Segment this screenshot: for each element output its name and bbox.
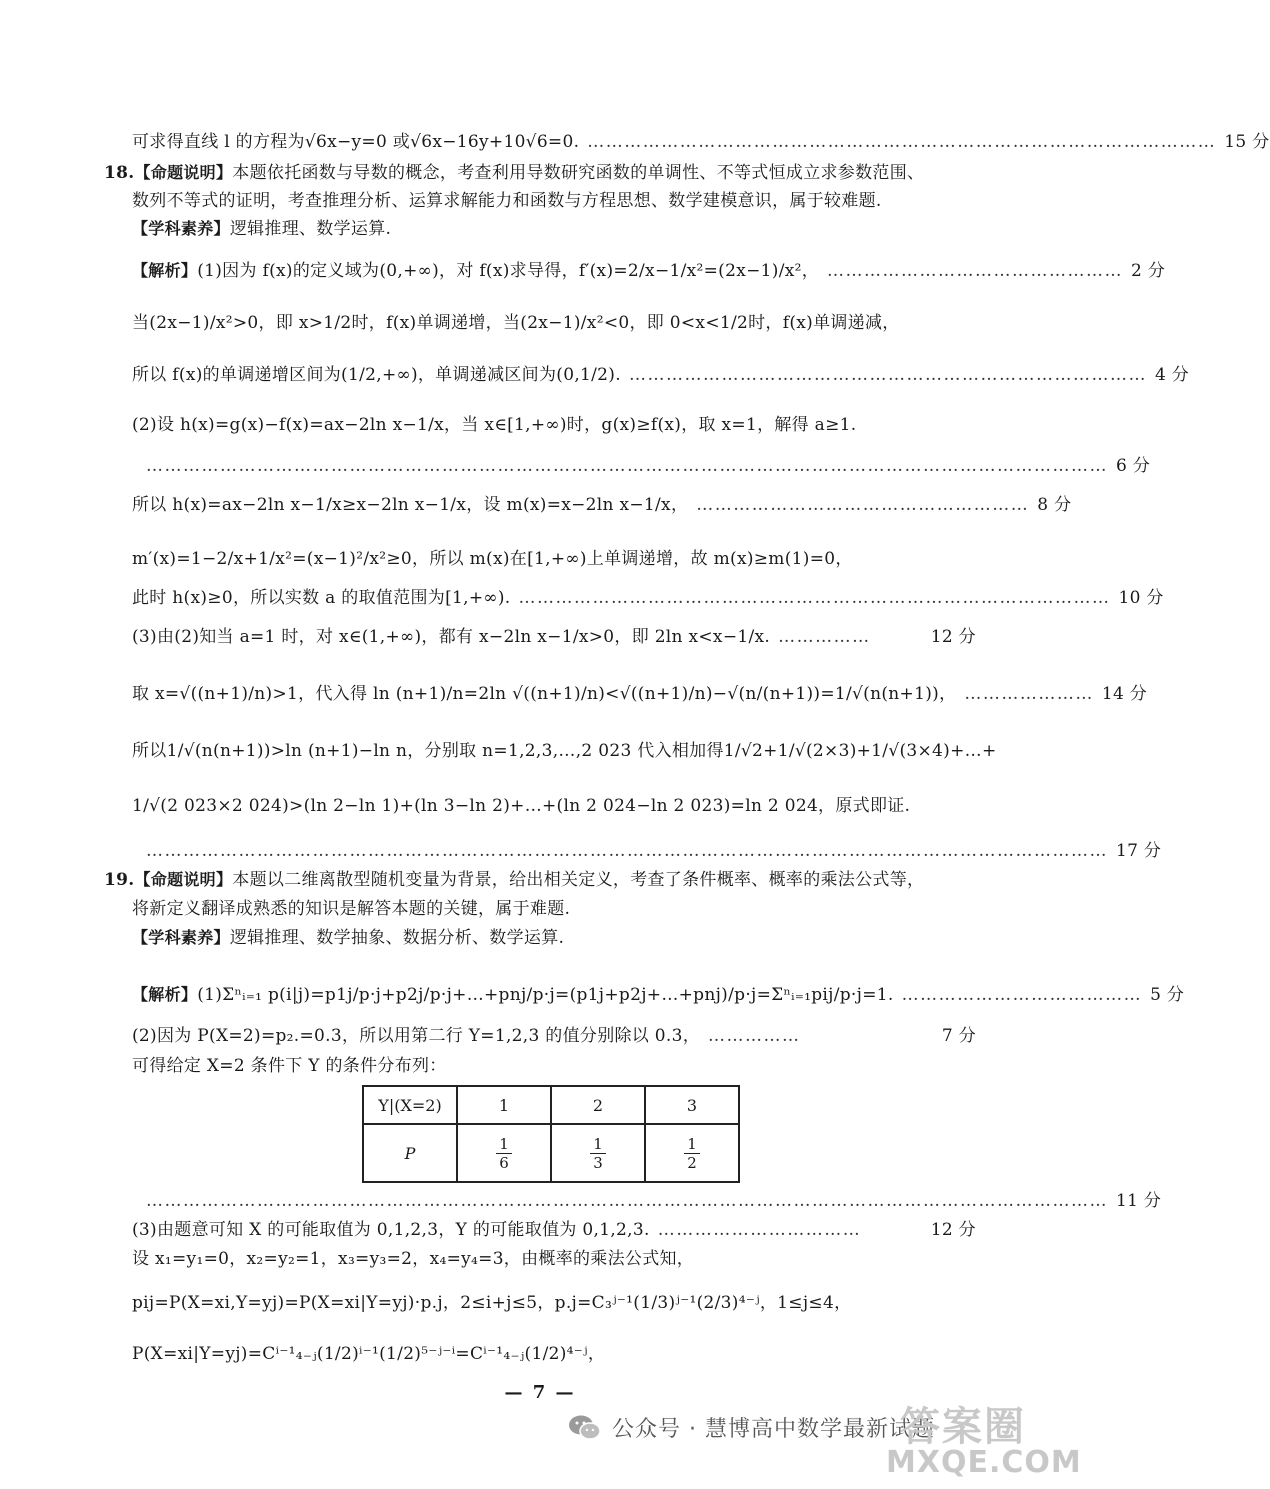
line-10-fen: 此时 h(x)≥0，所以实数 a 的取值范围为[1,+∞). …………………………………………………………………………………… 10 分 [132,588,1164,608]
leader-dots: ………………………………… [901,985,1143,1005]
line-set-values: 设 x₁=y₁=0，x₂=y₂=1，x₃=y₃=2，x₄=y₄=3，由概率的乘法公式知， [132,1249,695,1269]
line-sum-conclusion: 1/√(2 023×2 024)>(ln 2−ln 1)+(ln 3−ln 2)+…+(ln 2 024−ln 2 023)=ln 2 024，原式即证. [132,796,911,816]
score-mark: 12 分 [930,627,976,647]
leader-dots: ………………………………………………………………………………………………………………………………………… [146,456,1108,476]
line-17-fen [132,840,1162,862]
fraction: $\frac{1}{6}$ [496,1135,512,1172]
q18-description-line1: 18.【命题说明】本题依托函数与导数的概念，考查利用导数研究函数的单调性、不等式恒成立求参数范围、 [104,163,925,183]
table-row-label: P [363,1124,457,1182]
line-12-fen-b: (3)由题意可知 X 的可能取值为 0,1,2,3，Y 的可能取值为 0,1,2,3. …………………………… 12 分 [132,1220,976,1240]
q19-description-line1: 19.【命题说明】本题以二维离散型随机变量为背景，给出相关定义，考查了条件概率、概率的乘法公式等， [104,870,925,890]
line-conditional-dist: 可得给定 X=2 条件下 Y 的条件分布列： [132,1056,447,1076]
line-8-fen: 所以 h(x)=ax−2ln x−1/x≥x−2ln x−1/x，设 m(x)=x−2ln x−1/x， ……………………………………………… 8 分 [132,495,1072,515]
section-tag: 【学科素养】 [132,219,230,238]
stamp-text: 答案圈 [900,1404,1026,1450]
line-11-fen [132,1190,1162,1212]
line-derivative-m: m′(x)=1−2/x+1/x²=(x−1)²/x²≥0，所以 m(x)在[1,+∞)上单调递增，故 m(x)≥m(1)=0， [132,549,853,569]
line-5-fen: 【解析】(1)Σⁿᵢ₌₁ p(i|j)=p1j/p·j+p2j/p·j+…+pnj/p·j=(p1j+p2j+…+pnj)/p·j=Σⁿᵢ₌₁pij/p·j=1. ………………………………… 5 分 [132,985,1185,1005]
score-mark: 17 分 [1116,841,1162,861]
leader-dots: …………………………………………………………………………………… [518,588,1111,608]
table-row [363,1124,739,1182]
q19-literacy: 【学科素养】逻辑推理、数学抽象、数据分析、数学运算. [132,928,565,948]
line-7-fen: (2)因为 P(X=2)=p₂.=0.3，所以用第二行 Y=1,2,3 的值分别除以 0.3， …………… 7 分 [132,1026,976,1046]
question-number: 19. [104,870,135,890]
wechat-logo-icon [568,1414,602,1442]
section-tag: 【解析】 [132,985,198,1004]
line-conditional-formula: P(X=xi|Y=yj)=Cⁱ⁻¹₄₋ⱼ(1/2)ⁱ⁻¹(1/2)⁵⁻ʲ⁻ⁱ=Cⁱ⁻¹₄₋ⱼ(1/2)⁴⁻ʲ， [132,1344,606,1364]
table-header-row [363,1086,739,1124]
question-number: 18. [104,163,135,183]
conditional-distribution-table [362,1085,740,1183]
fraction: $\frac{1}{3}$ [590,1135,606,1172]
line-pij-formula: pij=P(X=xi,Y=yj)=P(X=xi|Y=yj)·p.j，2≤i+j≤5，p.j=C₃ʲ⁻¹(1/3)ʲ⁻¹(2/3)⁴⁻ʲ，1≤j≤4， [132,1293,852,1313]
leader-dots: ………………………………………………………………………………………… [587,132,1217,152]
watermark-account: 公众号 · 慧博高中数学最新试题 [612,1417,935,1442]
leader-dots: …………… [778,627,871,647]
section-tag: 【学科素养】 [132,928,230,947]
leader-dots: ………………………………………………………………………………………………………………………………………… [146,1191,1108,1211]
score-mark: 14 分 [1101,684,1148,704]
section-tag: 【解析】 [132,261,198,280]
table-cell [551,1124,645,1182]
table-cell [457,1124,551,1182]
line-12-fen-a: (3)由(2)知当 a=1 时，对 x∈(1,+∞)，都有 x−2ln x−1/x>0，即 2ln x<x−1/x. …………… 12 分 [132,627,976,647]
table-header-cell: 3 [645,1086,739,1124]
q19-description-line2: 将新定义翻译成熟悉的知识是解答本题的关键，属于难题. [132,899,571,919]
table-header-cell: Y|(X=2) [363,1086,457,1124]
score-mark: 2 分 [1131,261,1166,281]
leader-dots: ……………………………………………… [696,495,1030,515]
line-6-fen [132,455,1151,477]
line-14-fen: 取 x=√((n+1)/n)>1，代入得 ln (n+1)/n=2ln √((n+1)/n)<√((n+1)/n)−√(n/(n+1))=1/√(n(n+1))， ………………… 14 分 [132,684,1148,704]
score-mark: 12 分 [930,1220,976,1240]
score-mark: 10 分 [1118,588,1164,608]
score-mark: 5 分 [1150,985,1185,1005]
table-cell [645,1124,739,1182]
line-monotonicity: 当(2x−1)/x²>0，即 x>1/2时，f(x)单调递增，当(2x−1)/x²<0，即 0<x<1/2时，f(x)单调递减， [132,313,900,333]
line-4-fen: 所以 f(x)的单调递增区间为(1/2,+∞)，单调递减区间为(0,1/2). ………………………………………………………………………… 4 分 [132,365,1190,385]
table-header-cell: 1 [457,1086,551,1124]
leader-dots: ………………………………………… [827,261,1124,281]
leader-dots: ………………… [964,684,1094,704]
stamp-url: MXQE.COM [886,1445,1082,1480]
score-mark: 6 分 [1116,456,1151,476]
site-stamp-watermark [880,1395,1082,1485]
fraction: $\frac{1}{2}$ [684,1135,700,1172]
score-mark: 4 分 [1154,365,1190,385]
q18-literacy: 【学科素养】逻辑推理、数学运算. [132,219,392,239]
section-tag: 【命题说明】 [134,163,233,182]
page-number: — 7 — [504,1382,576,1403]
line-15-fen: 可求得直线 l 的方程为√6x−y=0 或√6x−16y+10√6=0. ………………………………………………………………………………………… 15 分 [132,132,1270,152]
section-tag: 【命题说明】 [134,870,233,889]
q18-description-line2: 数列不等式的证明，考查推理分析、运算求解能力和函数与方程思想、数学建模意识，属于较难题. [132,191,882,211]
line-2-fen: 【解析】(1)因为 f(x)的定义域为(0,+∞)，对 f(x)求导得，f′(x)=2/x−1/x²=(2x−1)/x²， ………………………………………… 2 分 [132,261,1166,281]
line-part2-setup: (2)设 h(x)=g(x)−f(x)=ax−2ln x−1/x，当 x∈[1,+∞)时，g(x)≥f(x)，取 x=1，解得 a≥1. [132,415,857,435]
score-mark: 15 分 [1224,132,1270,152]
leader-dots: ………………………………………………………………………………………………………………………………………… [146,841,1108,861]
score-mark: 11 分 [1116,1191,1162,1211]
leader-dots: …………………………… [657,1220,862,1240]
leader-dots: ………………………………………………………………………… [628,365,1147,385]
leader-dots: …………… [708,1026,801,1046]
score-mark: 8 分 [1037,495,1072,515]
table-header-cell: 2 [551,1086,645,1124]
score-mark: 7 分 [941,1026,976,1046]
line-sum-inequality: 所以1/√(n(n+1))>ln (n+1)−ln n，分别取 n=1,2,3,…,2 023 代入相加得1/√2+1/√(2×3)+1/√(3×4)+…+ [132,741,997,761]
